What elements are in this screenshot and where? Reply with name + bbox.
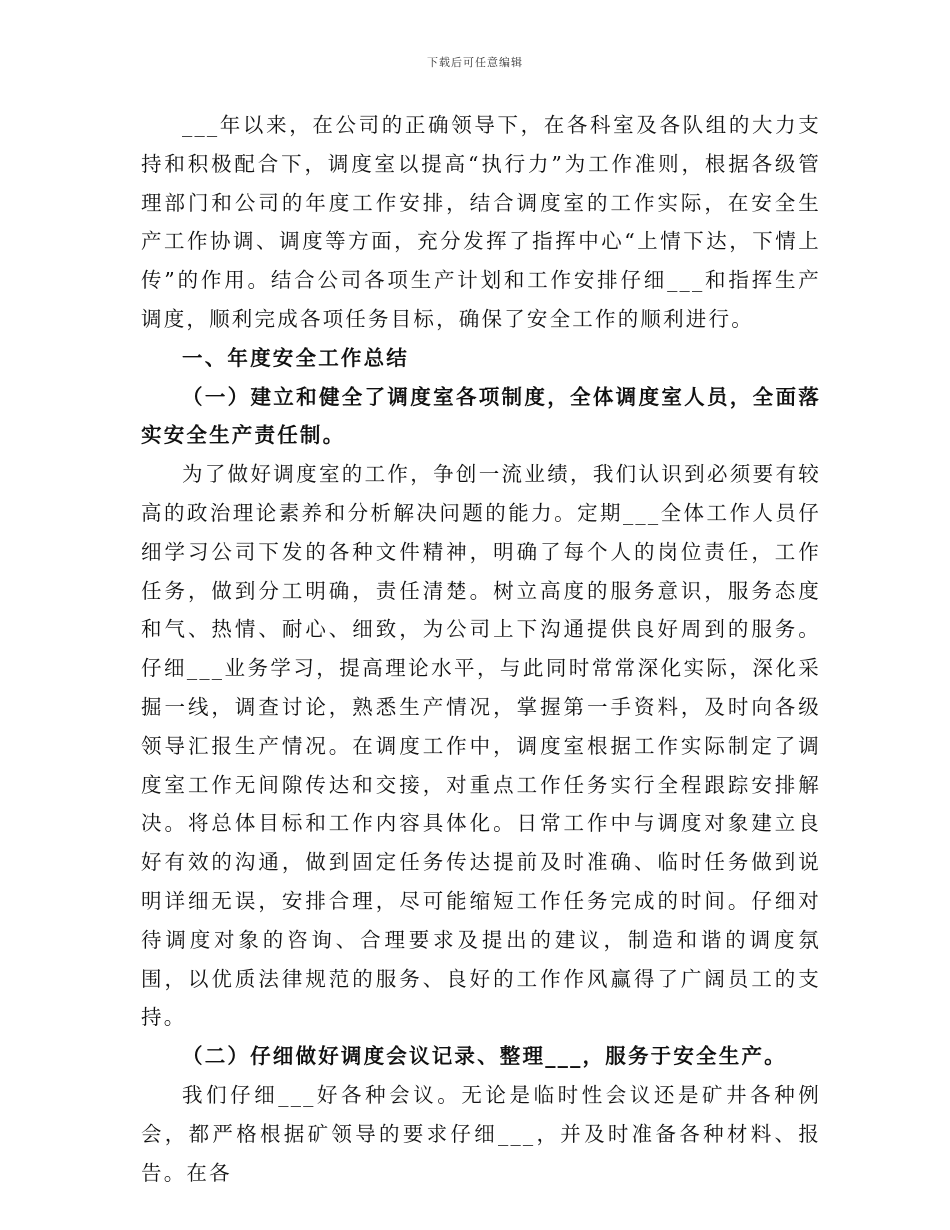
paragraph-body-2: 我们仔细___好各种会议。无论是临时性会议还是矿井各种例会，都严格根据矿领导的要求仔细___，并及时准备各种材料、报告。在各 xyxy=(141,1082,821,1185)
page-header: 下载后可任意编辑 xyxy=(427,56,523,69)
subsection-heading-2: （二）仔细做好调度会议记录、整理___，服务于安全生产。 xyxy=(182,1044,787,1069)
section-heading: 一、年度安全工作总结 xyxy=(182,345,409,370)
paragraph-body-1: 为了做好调度室的工作，争创一流业绩，我们认识到必须要有较高的政治理论素养和分析解决问题的能力。定期___全体工作人员仔细学习公司下发的各种文件精神，明确了每个人的岗位责任，工作任务，做到分工明确，责任清楚。树立高度的服务意识，服务态度和气、热情、耐心、细致，为公司上下沟通提供良好周到的服务。仔细___业务学习，提高理论水平，与此同时常常深化实际，深化采掘一线，调查讨论，熟悉生产情况，掌握第一手资料，及时向各级领导汇报生产情况。在调度工作中，调度室根据工作实际制定了调度室工作无间隙传达和交接，对重点工作任务实行全程跟踪安排解决。将总体目标和工作内容具体化。日常工作中与调度对象建立良好有效的沟通，做到固定任务传达提前及时准确、临时任务做到说明详细无误，安排合理，尽可能缩短工作任务完成的时间。仔细对待调度对象的咨询、合理要求及提出的建议，制造和谐的调度氛围，以优质法律规范的服务、良好的工作作风赢得了广阔员工的支持。 xyxy=(141,462,821,1030)
paragraph-intro: ___年以来，在公司的正确领导下，在各科室及各队组的大力支持和积极配合下，调度室以提高“执行力”为工作准则，根据各级管理部门和公司的年度工作安排，结合调度室的工作实际，在安全生产工作协调、调度等方面，充分发挥了指挥中心“上情下达，下情上传”的作用。结合公司各项生产计划和工作安排仔细___和指挥生产调度，顺利完成各项任务目标，确保了安全工作的顺利进行。 xyxy=(141,113,821,331)
document-body xyxy=(141,106,821,1192)
subsection-heading-1: （一）建立和健全了调度室各项制度，全体调度室人员，全面落实安全生产责任制。 xyxy=(141,384,821,448)
